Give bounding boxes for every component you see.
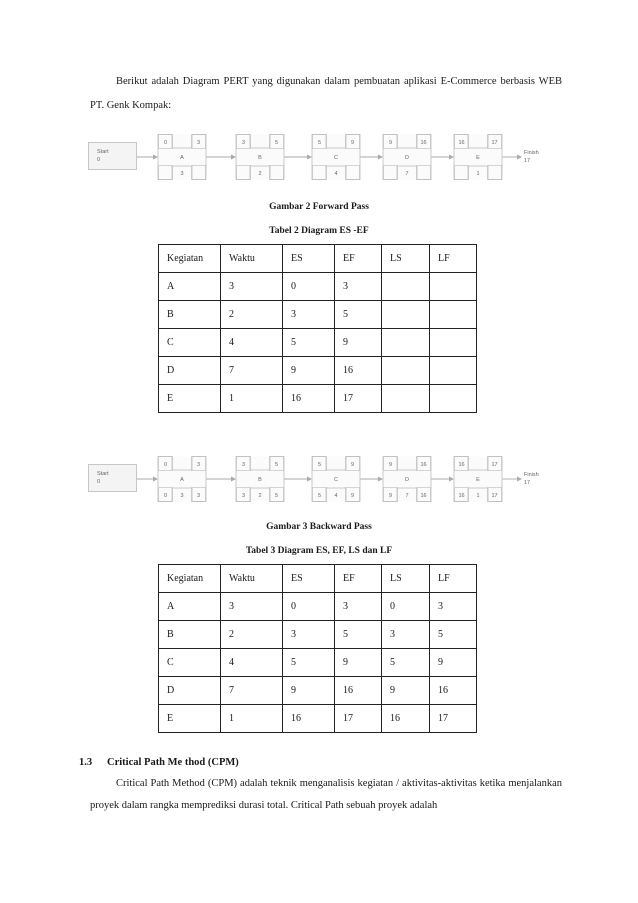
- node-es: 0: [163, 462, 168, 468]
- table-cell: 9: [335, 329, 382, 357]
- node-es: 5: [317, 140, 322, 146]
- node-name: A: [180, 477, 184, 483]
- node-name: B: [258, 477, 262, 483]
- finish-node: [524, 150, 539, 164]
- table-cell: [430, 329, 477, 357]
- table-cell: A: [159, 273, 221, 301]
- arrow-head: [307, 477, 312, 482]
- table-cell: 16: [335, 357, 382, 385]
- node-ef: 9: [350, 140, 355, 146]
- table-cell: 3: [221, 593, 283, 621]
- table-cell: [382, 273, 430, 301]
- table-cell: 3: [283, 301, 335, 329]
- es-ef-row: [159, 329, 477, 357]
- table-cell: 1: [221, 385, 283, 413]
- node-es: 16: [458, 140, 465, 146]
- node-name: E: [476, 155, 480, 161]
- es-ef-ls-lf-row: [159, 649, 477, 677]
- table-cell: 3: [335, 593, 382, 621]
- table-cell: 9: [430, 649, 477, 677]
- node-lf: 17: [491, 493, 498, 499]
- table-cell: D: [159, 677, 221, 705]
- node-ls: 16: [458, 493, 465, 499]
- node-name: C: [334, 477, 338, 483]
- table-cell: 3: [335, 273, 382, 301]
- header-cell: Kegiatan: [159, 245, 221, 273]
- activity-node-d: [383, 135, 431, 180]
- finish-label: Finish: [524, 150, 539, 156]
- header-cell: ES: [283, 245, 335, 273]
- header-cell: LF: [430, 565, 477, 593]
- intro-paragraph: Berikut adalah Diagram PERT yang digunakan dalam pembuatan aplikasi E-Commerce berbasis WEB PT. Genk Kompak:: [90, 76, 562, 111]
- table-cell: 3: [283, 621, 335, 649]
- table-cell: 1: [221, 705, 283, 733]
- table-cell: 5: [430, 621, 477, 649]
- start-value: 0: [97, 157, 101, 163]
- table-cell: 17: [335, 705, 382, 733]
- node-ls: 9: [388, 493, 393, 499]
- arrow-head: [378, 477, 383, 482]
- arrow-head: [231, 155, 236, 160]
- table-cell: 5: [283, 329, 335, 357]
- es-ef-ls-lf-row: [159, 621, 477, 649]
- table-cell: 7: [221, 677, 283, 705]
- node-duration: 1: [476, 171, 480, 177]
- header-cell: LF: [430, 245, 477, 273]
- activity-node-c: [312, 457, 360, 502]
- table-cell: [382, 385, 430, 413]
- table-cell: 5: [283, 649, 335, 677]
- table-cell: 9: [335, 649, 382, 677]
- table-cell: B: [159, 301, 221, 329]
- node-lf: 3: [196, 493, 201, 499]
- node-duration: 2: [258, 493, 262, 499]
- node-duration: 7: [405, 171, 409, 177]
- header-cell: EF: [335, 565, 382, 593]
- table-cell: 9: [283, 677, 335, 705]
- pert-diagram-backward: [88, 456, 548, 502]
- table-cell: E: [159, 385, 221, 413]
- finish-node: [524, 472, 539, 486]
- node-ef: 5: [274, 462, 279, 468]
- activity-node-e: [454, 457, 502, 502]
- table-cell: 3: [221, 273, 283, 301]
- table-cell: [382, 357, 430, 385]
- start-label: Start: [97, 471, 109, 477]
- header-cell: Kegiatan: [159, 565, 221, 593]
- header-cell: Waktu: [221, 565, 283, 593]
- section-number: 1.3: [79, 757, 93, 768]
- table-cell: 3: [382, 621, 430, 649]
- node-name: D: [405, 477, 409, 483]
- arrow-head: [517, 477, 522, 482]
- activity-node-a: [158, 457, 206, 502]
- arrow-head: [517, 155, 522, 160]
- node-duration: 2: [258, 171, 262, 177]
- arrow-head: [231, 477, 236, 482]
- table-cell: D: [159, 357, 221, 385]
- node-es: 0: [163, 140, 168, 146]
- node-duration: 1: [476, 493, 480, 499]
- finish-value: 17: [524, 480, 531, 486]
- activity-node-e: [454, 135, 502, 180]
- table-cell: 4: [221, 329, 283, 357]
- table-cell: [430, 273, 477, 301]
- es-ef-ls-lf-row: [159, 677, 477, 705]
- header-cell: LS: [382, 245, 430, 273]
- table-cell: 4: [221, 649, 283, 677]
- es-ef-ls-lf-row: [159, 705, 477, 733]
- finish-label: Finish: [524, 472, 539, 478]
- figure-caption-forward: Gambar 2 Forward Pass: [269, 202, 369, 212]
- node-name: A: [180, 155, 184, 161]
- node-ef: 3: [196, 462, 201, 468]
- table-cell: [430, 301, 477, 329]
- pert-diagram-forward: [88, 134, 548, 180]
- node-ef: 3: [196, 140, 201, 146]
- node-ls: 3: [241, 493, 246, 499]
- table-cell: 16: [283, 385, 335, 413]
- activity-node-b: [236, 457, 284, 502]
- table-es-ef-ls-lf: [158, 564, 477, 733]
- table-cell: 9: [283, 357, 335, 385]
- table-cell: 0: [382, 593, 430, 621]
- table-cell: 16: [430, 677, 477, 705]
- node-duration: 7: [405, 493, 409, 499]
- activity-node-d: [383, 457, 431, 502]
- table-cell: 17: [430, 705, 477, 733]
- es-ef-row: [159, 385, 477, 413]
- node-es: 9: [388, 140, 393, 146]
- table-cell: 16: [382, 705, 430, 733]
- table-cell: 16: [283, 705, 335, 733]
- es-ef-row: [159, 301, 477, 329]
- table-cell: 2: [221, 621, 283, 649]
- table-es-ef: [158, 244, 477, 413]
- node-lf: 16: [420, 493, 427, 499]
- activity-node-b: [236, 135, 284, 180]
- table-cell: 9: [382, 677, 430, 705]
- arrow-head: [378, 155, 383, 160]
- node-ef: 9: [350, 462, 355, 468]
- table-cell: 5: [335, 301, 382, 329]
- es-ef-ls-lf-header-row: [159, 565, 477, 593]
- header-cell: EF: [335, 245, 382, 273]
- arrow-head: [153, 477, 158, 482]
- table-cell: 7: [221, 357, 283, 385]
- table-cell: 3: [430, 593, 477, 621]
- table-cell: C: [159, 329, 221, 357]
- table-cell: [430, 357, 477, 385]
- arrow-head: [307, 155, 312, 160]
- table-cell: A: [159, 593, 221, 621]
- node-ls: 5: [317, 493, 322, 499]
- arrow-head: [449, 155, 454, 160]
- node-duration: 3: [180, 493, 184, 499]
- node-ef: 5: [274, 140, 279, 146]
- table-cell: C: [159, 649, 221, 677]
- node-name: B: [258, 155, 262, 161]
- table-cell: 5: [335, 621, 382, 649]
- activity-node-c: [312, 135, 360, 180]
- start-node: [89, 465, 137, 492]
- node-es: 3: [241, 462, 246, 468]
- table-cell: 0: [283, 273, 335, 301]
- es-ef-row: [159, 357, 477, 385]
- figure-caption-backward: Gambar 3 Backward Pass: [266, 522, 372, 532]
- node-lf: 5: [274, 493, 279, 499]
- section-title: Critical Path Me thod (CPM): [107, 757, 239, 768]
- table-cell: [382, 329, 430, 357]
- node-es: 3: [241, 140, 246, 146]
- table-cell: E: [159, 705, 221, 733]
- table-cell: 0: [283, 593, 335, 621]
- node-ls: 0: [163, 493, 168, 499]
- node-lf: 9: [350, 493, 355, 499]
- node-duration: 4: [334, 493, 338, 499]
- table-cell: 17: [335, 385, 382, 413]
- table-cell: 16: [335, 677, 382, 705]
- arrow-head: [153, 155, 158, 160]
- node-name: D: [405, 155, 409, 161]
- node-ef: 16: [420, 140, 427, 146]
- node-duration: 3: [180, 171, 184, 177]
- header-cell: Waktu: [221, 245, 283, 273]
- table-caption-es-ef: Tabel 2 Diagram ES -EF: [269, 226, 369, 236]
- start-value: 0: [97, 479, 101, 485]
- table-cell: B: [159, 621, 221, 649]
- table-caption-es-ef-ls-lf: Tabel 3 Diagram ES, EF, LS dan LF: [245, 546, 393, 556]
- es-ef-row: [159, 273, 477, 301]
- node-name: E: [476, 477, 480, 483]
- node-ef: 16: [420, 462, 427, 468]
- table-cell: [430, 385, 477, 413]
- es-ef-ls-lf-row: [159, 593, 477, 621]
- section-heading: [79, 757, 239, 768]
- activity-node-a: [158, 135, 206, 180]
- table-cell: [382, 301, 430, 329]
- node-duration: 4: [334, 171, 338, 177]
- node-es: 9: [388, 462, 393, 468]
- section-body: Critical Path Method (CPM) adalah teknik menganalisis kegiatan / aktivitas-aktivitas ketika menjalankan proyek dalam rangka memprediksi durasi total. Critical Path sebuah proyek adalah: [90, 778, 562, 811]
- finish-value: 17: [524, 158, 531, 164]
- node-ef: 17: [491, 462, 498, 468]
- start-node: [89, 143, 137, 170]
- es-ef-header-row: [159, 245, 477, 273]
- node-es: 5: [317, 462, 322, 468]
- node-ef: 17: [491, 140, 498, 146]
- table-cell: 5: [382, 649, 430, 677]
- start-label: Start: [97, 149, 109, 155]
- header-cell: LS: [382, 565, 430, 593]
- table-cell: 2: [221, 301, 283, 329]
- node-name: C: [334, 155, 338, 161]
- node-es: 16: [458, 462, 465, 468]
- arrow-head: [449, 477, 454, 482]
- header-cell: ES: [283, 565, 335, 593]
